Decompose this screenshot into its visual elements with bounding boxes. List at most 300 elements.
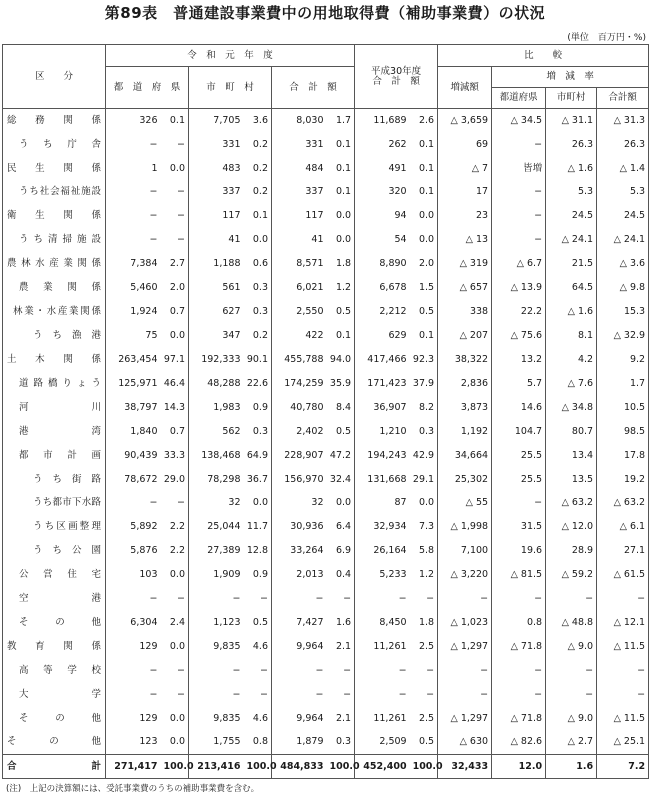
table-row [3, 683, 649, 707]
land-acquisition-table [2, 44, 649, 779]
cell-pref-share: 0.7 [161, 419, 189, 443]
row-label: その他 [3, 730, 106, 754]
cell-change-amount: 69 [438, 132, 492, 156]
cell-rate-total: △ 3.6 [597, 252, 649, 276]
cell-h30-share: 0.1 [410, 132, 438, 156]
cell-muni-amount: 1,188 [189, 252, 244, 276]
cell-rate-pref: 0.8 [492, 611, 546, 635]
cell-rate-total: 5.3 [597, 180, 649, 204]
cell-total-amount: 228,907 [272, 443, 327, 467]
row-label: 空港 [3, 587, 106, 611]
cell-rate-pref: 25.5 [492, 443, 546, 467]
cell-pref-amount: 75 [106, 324, 161, 348]
cell-muni-share: − [244, 659, 272, 683]
cell-total-share: 94.0 [327, 348, 355, 372]
cell-change-amount: △ 7 [438, 156, 492, 180]
cell-h30-amount: 5,233 [355, 563, 410, 587]
cell-rate-muni: △ 63.2 [546, 491, 597, 515]
cell-rate-muni: 13.4 [546, 443, 597, 467]
cell-total-amount: 2,402 [272, 419, 327, 443]
cell-rate-pref: △ 71.8 [492, 707, 546, 731]
cell-pref-amount: 123 [106, 730, 161, 754]
cell-rate-muni: − [546, 683, 597, 707]
cell-h30-amount: − [355, 659, 410, 683]
table-row [3, 419, 649, 443]
cell-total-share: 32.4 [327, 467, 355, 491]
cell-rate-muni: △ 12.0 [546, 515, 597, 539]
table-row [3, 587, 649, 611]
table-row [3, 730, 649, 754]
cell-total-share: 0.5 [327, 300, 355, 324]
cell-rate-total: 15.3 [597, 300, 649, 324]
cell-pref-share: 2.2 [161, 515, 189, 539]
cell-h30-share: 0.3 [410, 419, 438, 443]
cell-h30-amount: 131,668 [355, 467, 410, 491]
cell-pref-share: 33.3 [161, 443, 189, 467]
cell-h30-share: 1.2 [410, 563, 438, 587]
cell-muni-share: 0.6 [244, 252, 272, 276]
cell-total-share: 0.0 [327, 491, 355, 515]
cell-rate-pref: 25.5 [492, 467, 546, 491]
row-label: 港湾 [3, 419, 106, 443]
cell-muni-amount: 117 [189, 204, 244, 228]
cell-total-amount: 117 [272, 204, 327, 228]
cell-total-share: 0.1 [327, 180, 355, 204]
cell-rate-pref: △ 71.8 [492, 635, 546, 659]
footnote: (注) 上記の決算額には、受託事業費のうちの補助事業費を含む。 [6, 784, 260, 794]
table-row [3, 252, 649, 276]
cell-change-amount: 7,100 [438, 539, 492, 563]
cell-h30-amount: 87 [355, 491, 410, 515]
cell-rate-muni: 13.5 [546, 467, 597, 491]
cell-muni-share: 0.0 [244, 228, 272, 252]
cell-change-amount: 17 [438, 180, 492, 204]
cell-pref-amount: − [106, 491, 161, 515]
cell-pref-share: − [161, 228, 189, 252]
cell-total-amount: 9,964 [272, 707, 327, 731]
cell-rate-total: 1.7 [597, 372, 649, 396]
cell-h30-share: 2.0 [410, 252, 438, 276]
cell-total-share: 0.5 [327, 419, 355, 443]
header-h30-line1: 平成30年度 [371, 66, 422, 77]
table-row [3, 396, 649, 420]
row-label: うち区画整理 [3, 515, 106, 539]
cell-rate-total: △ 12.1 [597, 611, 649, 635]
cell-h30-amount: 94 [355, 204, 410, 228]
cell-rate-pref: − [492, 659, 546, 683]
cell-rate-pref: △ 82.6 [492, 730, 546, 754]
cell-muni-amount: 192,333 [189, 348, 244, 372]
cell-total-share: 0.1 [327, 156, 355, 180]
cell-rate-total: △ 11.5 [597, 707, 649, 731]
cell-muni-share: 0.5 [244, 611, 272, 635]
row-label: その他 [3, 707, 106, 731]
header-rate-total: 合計額 [597, 88, 649, 109]
cell-muni-share: 3.6 [244, 109, 272, 133]
cell-pref-share: 0.0 [161, 730, 189, 754]
cell-h30-share: 0.0 [410, 204, 438, 228]
cell-total-amount: − [272, 587, 327, 611]
cell-rate-total: 24.5 [597, 204, 649, 228]
cell-pref-amount: 5,876 [106, 539, 161, 563]
cell-pref-share: 2.0 [161, 276, 189, 300]
cell-muni-share: 0.8 [244, 730, 272, 754]
cell-total-share: − [327, 659, 355, 683]
cell-rate-pref: 14.6 [492, 396, 546, 420]
table-row [3, 372, 649, 396]
cell-change-amount: 32,433 [438, 754, 492, 778]
cell-total-amount: 9,964 [272, 635, 327, 659]
cell-pref-share: 0.0 [161, 324, 189, 348]
cell-rate-muni: 24.5 [546, 204, 597, 228]
cell-total-amount: 484 [272, 156, 327, 180]
cell-h30-amount: 629 [355, 324, 410, 348]
cell-rate-muni: △ 48.8 [546, 611, 597, 635]
cell-rate-total: △ 32.9 [597, 324, 649, 348]
cell-muni-share: 0.2 [244, 180, 272, 204]
header-rate-municipality: 市町村 [546, 88, 597, 109]
cell-rate-pref: △ 13.9 [492, 276, 546, 300]
cell-pref-amount: 125,971 [106, 372, 161, 396]
cell-rate-muni: 4.2 [546, 348, 597, 372]
cell-change-amount: △ 3,220 [438, 563, 492, 587]
cell-muni-amount: 9,835 [189, 635, 244, 659]
cell-total-share: 2.1 [327, 635, 355, 659]
cell-total-amount: 337 [272, 180, 327, 204]
cell-total-share: 35.9 [327, 372, 355, 396]
cell-h30-amount: 11,261 [355, 635, 410, 659]
cell-rate-muni: 26.3 [546, 132, 597, 156]
header-prefecture: 都 道 府 県 [106, 67, 189, 109]
cell-h30-amount: 194,243 [355, 443, 410, 467]
cell-h30-amount: 171,423 [355, 372, 410, 396]
row-label: 農業関係 [3, 276, 106, 300]
table-title: 第89表 普通建設事業費中の用地取得費（補助事業費）の状況 [104, 4, 546, 22]
cell-muni-share: 0.9 [244, 396, 272, 420]
cell-h30-share: 0.5 [410, 300, 438, 324]
cell-change-amount: − [438, 659, 492, 683]
cell-muni-amount: 1,123 [189, 611, 244, 635]
cell-pref-amount: 103 [106, 563, 161, 587]
table-row [3, 491, 649, 515]
cell-pref-share: 29.0 [161, 467, 189, 491]
cell-total-share: 1.2 [327, 276, 355, 300]
table-row [3, 132, 649, 156]
cell-muni-amount: 337 [189, 180, 244, 204]
cell-rate-total: 27.1 [597, 539, 649, 563]
header-municipality: 市 町 村 [189, 67, 272, 109]
cell-muni-amount: 27,389 [189, 539, 244, 563]
cell-muni-share: 90.1 [244, 348, 272, 372]
cell-h30-share: 42.9 [410, 443, 438, 467]
cell-h30-amount: 2,509 [355, 730, 410, 754]
cell-pref-amount: 7,384 [106, 252, 161, 276]
row-label: 民生関係 [3, 156, 106, 180]
row-label: うち清掃施設 [3, 228, 106, 252]
cell-rate-total: 17.8 [597, 443, 649, 467]
header-comparison: 比 較 [438, 45, 649, 67]
header-change-rate: 増 減 率 [492, 67, 649, 88]
table-row [3, 348, 649, 372]
cell-rate-pref: 12.0 [492, 754, 546, 778]
cell-muni-share: 0.2 [244, 324, 272, 348]
cell-pref-share: 2.7 [161, 252, 189, 276]
cell-total-amount: 7,427 [272, 611, 327, 635]
row-label: 道路橋りょう [3, 372, 106, 396]
row-label: 教育関係 [3, 635, 106, 659]
header-reiwa: 令 和 元 年 度 [106, 45, 355, 67]
table-row [3, 611, 649, 635]
row-label: 公営住宅 [3, 563, 106, 587]
cell-total-share: 2.1 [327, 707, 355, 731]
cell-total-amount: 8,030 [272, 109, 327, 133]
cell-muni-share: 0.9 [244, 563, 272, 587]
cell-pref-share: 0.0 [161, 156, 189, 180]
table-row [3, 204, 649, 228]
table-row [3, 276, 649, 300]
cell-h30-amount: 11,261 [355, 707, 410, 731]
cell-change-amount: 34,664 [438, 443, 492, 467]
cell-rate-muni: △ 31.1 [546, 109, 597, 133]
cell-pref-amount: − [106, 204, 161, 228]
cell-total-amount: 30,936 [272, 515, 327, 539]
unit-label: (単位 百万円・%) [567, 33, 646, 43]
cell-muni-amount: 562 [189, 419, 244, 443]
cell-rate-pref: 31.5 [492, 515, 546, 539]
header-h30-line2: 合 計 額 [372, 75, 420, 87]
cell-change-amount: △ 1,023 [438, 611, 492, 635]
row-label: うち庁舎 [3, 132, 106, 156]
cell-total-share: 47.2 [327, 443, 355, 467]
cell-rate-muni: △ 1.6 [546, 156, 597, 180]
table-row [3, 228, 649, 252]
cell-muni-share: 4.6 [244, 707, 272, 731]
cell-rate-muni: △ 1.6 [546, 300, 597, 324]
cell-muni-amount: 9,835 [189, 707, 244, 731]
cell-change-amount: △ 3,659 [438, 109, 492, 133]
cell-rate-total: 19.2 [597, 467, 649, 491]
cell-muni-amount: 1,983 [189, 396, 244, 420]
cell-total-share: 0.0 [327, 228, 355, 252]
cell-change-amount: 23 [438, 204, 492, 228]
cell-h30-share: − [410, 659, 438, 683]
cell-total-amount: 174,259 [272, 372, 327, 396]
cell-muni-amount: 213,416 [189, 754, 244, 778]
cell-muni-share: 64.9 [244, 443, 272, 467]
cell-h30-amount: 32,934 [355, 515, 410, 539]
cell-h30-share: 0.0 [410, 491, 438, 515]
cell-rate-total: △ 11.5 [597, 635, 649, 659]
cell-muni-amount: 78,298 [189, 467, 244, 491]
cell-total-share: 6.9 [327, 539, 355, 563]
cell-rate-total: 9.2 [597, 348, 649, 372]
cell-pref-share: 0.0 [161, 563, 189, 587]
cell-total-amount: 2,550 [272, 300, 327, 324]
cell-h30-amount: 320 [355, 180, 410, 204]
cell-pref-amount: 38,797 [106, 396, 161, 420]
cell-h30-share: 0.1 [410, 324, 438, 348]
cell-rate-muni: 1.6 [546, 754, 597, 778]
cell-change-amount: △ 657 [438, 276, 492, 300]
cell-muni-amount: 7,705 [189, 109, 244, 133]
cell-rate-pref: 5.7 [492, 372, 546, 396]
cell-muni-amount: 1,909 [189, 563, 244, 587]
header-change-amount: 増減額 [438, 67, 492, 109]
cell-pref-amount: 271,417 [106, 754, 161, 778]
cell-rate-total: 26.3 [597, 132, 649, 156]
cell-rate-pref: 皆増 [492, 156, 546, 180]
cell-total-share: 6.4 [327, 515, 355, 539]
cell-muni-amount: 1,755 [189, 730, 244, 754]
cell-h30-amount: − [355, 587, 410, 611]
cell-total-amount: 1,879 [272, 730, 327, 754]
cell-pref-amount: 78,672 [106, 467, 161, 491]
cell-rate-pref: 22.2 [492, 300, 546, 324]
cell-muni-share: 0.2 [244, 156, 272, 180]
cell-change-amount: △ 319 [438, 252, 492, 276]
cell-pref-share: 14.3 [161, 396, 189, 420]
cell-rate-total: − [597, 587, 649, 611]
cell-rate-pref: − [492, 491, 546, 515]
cell-rate-total: △ 24.1 [597, 228, 649, 252]
cell-h30-amount: 54 [355, 228, 410, 252]
row-label: うち都市下水路 [3, 491, 106, 515]
cell-muni-share: 100.0 [244, 754, 272, 778]
cell-muni-share: 11.7 [244, 515, 272, 539]
cell-rate-pref: − [492, 180, 546, 204]
cell-total-share: 0.4 [327, 563, 355, 587]
cell-total-share: − [327, 683, 355, 707]
cell-h30-share: 5.8 [410, 539, 438, 563]
table-total-row [3, 754, 649, 778]
cell-h30-share: 37.9 [410, 372, 438, 396]
row-label: 合計 [3, 754, 106, 778]
cell-rate-muni: 21.5 [546, 252, 597, 276]
cell-pref-share: 0.7 [161, 300, 189, 324]
cell-rate-total: △ 6.1 [597, 515, 649, 539]
cell-pref-amount: − [106, 180, 161, 204]
cell-pref-amount: 1,840 [106, 419, 161, 443]
cell-rate-muni: 28.9 [546, 539, 597, 563]
cell-muni-amount: 138,468 [189, 443, 244, 467]
cell-total-amount: 455,788 [272, 348, 327, 372]
table-row [3, 539, 649, 563]
cell-pref-amount: 129 [106, 707, 161, 731]
cell-h30-amount: 36,907 [355, 396, 410, 420]
cell-muni-amount: 331 [189, 132, 244, 156]
cell-h30-amount: 6,678 [355, 276, 410, 300]
cell-change-amount: △ 630 [438, 730, 492, 754]
cell-h30-share: − [410, 587, 438, 611]
cell-h30-share: 0.5 [410, 730, 438, 754]
row-label: 河川 [3, 396, 106, 420]
cell-muni-share: 0.3 [244, 419, 272, 443]
cell-muni-amount: 483 [189, 156, 244, 180]
cell-rate-muni: △ 9.0 [546, 635, 597, 659]
cell-muni-share: 4.6 [244, 635, 272, 659]
cell-pref-amount: − [106, 683, 161, 707]
cell-total-share: 1.8 [327, 252, 355, 276]
cell-pref-share: − [161, 204, 189, 228]
cell-h30-share: 8.2 [410, 396, 438, 420]
cell-h30-amount: 11,689 [355, 109, 410, 133]
cell-pref-amount: − [106, 132, 161, 156]
cell-change-amount: △ 13 [438, 228, 492, 252]
cell-total-amount: 484,833 [272, 754, 327, 778]
cell-rate-total: △ 61.5 [597, 563, 649, 587]
table-row [3, 324, 649, 348]
cell-total-amount: 32 [272, 491, 327, 515]
cell-h30-share: 0.1 [410, 156, 438, 180]
cell-rate-muni: 80.7 [546, 419, 597, 443]
row-label: うち社会福祉施設 [3, 180, 106, 204]
cell-rate-total: 10.5 [597, 396, 649, 420]
cell-rate-muni: 5.3 [546, 180, 597, 204]
cell-pref-share: − [161, 491, 189, 515]
cell-h30-share: − [410, 683, 438, 707]
cell-h30-share: 2.6 [410, 109, 438, 133]
cell-rate-pref: △ 81.5 [492, 563, 546, 587]
cell-h30-amount: 1,210 [355, 419, 410, 443]
header-h30 [355, 45, 438, 109]
cell-rate-muni: △ 24.1 [546, 228, 597, 252]
cell-total-share: 0.3 [327, 730, 355, 754]
cell-rate-total: △ 31.3 [597, 109, 649, 133]
cell-h30-share: 0.1 [410, 180, 438, 204]
cell-rate-pref: − [492, 132, 546, 156]
cell-rate-muni: − [546, 587, 597, 611]
cell-rate-pref: − [492, 228, 546, 252]
cell-rate-pref: − [492, 587, 546, 611]
cell-pref-share: − [161, 587, 189, 611]
cell-total-amount: 41 [272, 228, 327, 252]
cell-total-amount: 6,021 [272, 276, 327, 300]
cell-pref-share: − [161, 180, 189, 204]
row-label: 林業・水産業関係 [3, 300, 106, 324]
cell-pref-share: 0.1 [161, 109, 189, 133]
cell-change-amount: − [438, 587, 492, 611]
cell-rate-total: △ 9.8 [597, 276, 649, 300]
cell-total-amount: 40,780 [272, 396, 327, 420]
cell-muni-share: − [244, 683, 272, 707]
table-row [3, 659, 649, 683]
table-row [3, 443, 649, 467]
row-label: うち漁港 [3, 324, 106, 348]
cell-muni-share: 0.3 [244, 300, 272, 324]
cell-change-amount: △ 1,297 [438, 707, 492, 731]
cell-total-share: 0.1 [327, 324, 355, 348]
cell-total-amount: − [272, 683, 327, 707]
table-body [3, 109, 649, 779]
row-label: 土木関係 [3, 348, 106, 372]
cell-rate-pref: △ 34.5 [492, 109, 546, 133]
cell-pref-amount: − [106, 587, 161, 611]
cell-rate-muni: △ 7.6 [546, 372, 597, 396]
cell-h30-amount: 262 [355, 132, 410, 156]
cell-change-amount: 1,192 [438, 419, 492, 443]
cell-rate-pref: 19.6 [492, 539, 546, 563]
cell-h30-amount: 8,450 [355, 611, 410, 635]
cell-muni-amount: − [189, 587, 244, 611]
cell-h30-amount: 491 [355, 156, 410, 180]
cell-pref-amount: 1,924 [106, 300, 161, 324]
cell-pref-share: 0.0 [161, 635, 189, 659]
header-category: 区 分 [3, 45, 106, 109]
cell-total-share: 1.6 [327, 611, 355, 635]
cell-rate-muni: − [546, 659, 597, 683]
row-label: うち街路 [3, 467, 106, 491]
cell-h30-amount: 26,164 [355, 539, 410, 563]
